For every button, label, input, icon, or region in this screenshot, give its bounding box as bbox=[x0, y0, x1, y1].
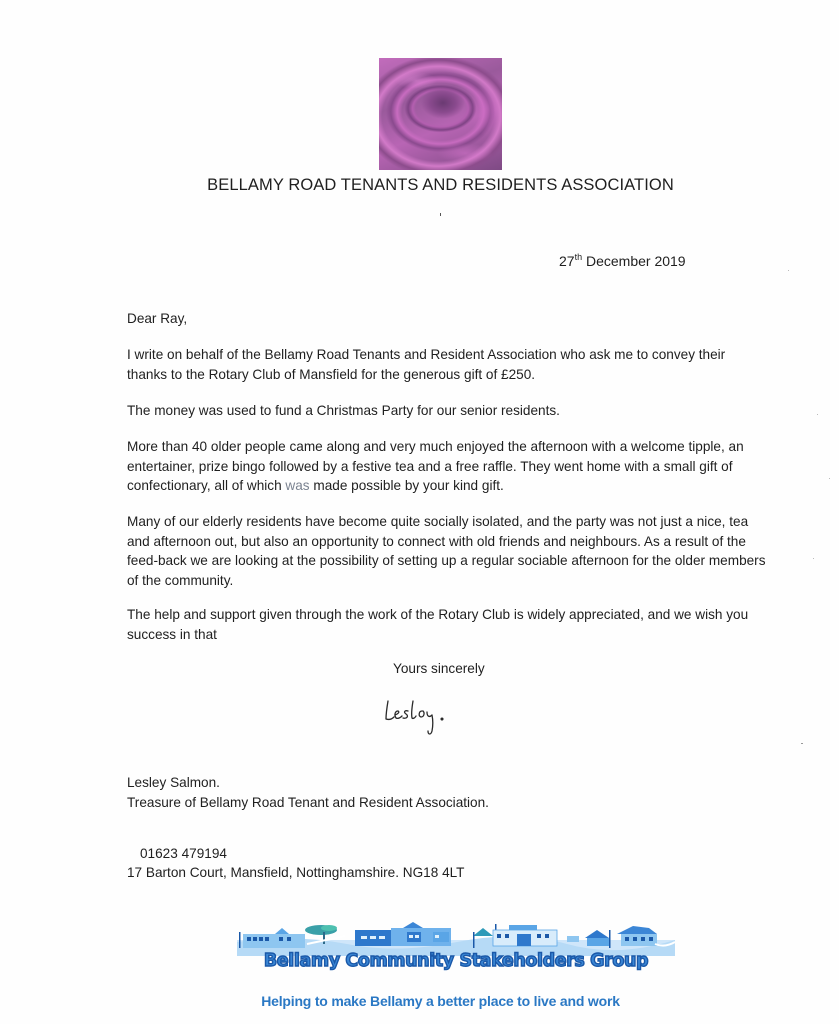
date-suffix: th bbox=[574, 252, 583, 262]
footer-tagline: Helping to make Bellamy a better place to live and work bbox=[261, 993, 620, 1009]
paragraph-party-details bbox=[127, 437, 767, 496]
banner-title: Bellamy Community Stakeholders Group bbox=[263, 951, 649, 971]
date-month-year: December 2019 bbox=[582, 253, 686, 269]
paragraph-thanks bbox=[127, 345, 767, 384]
scan-speck bbox=[813, 558, 814, 559]
scan-speck bbox=[829, 478, 830, 479]
signer-name: Lesley Salmon. bbox=[127, 775, 220, 790]
paragraph-text bbox=[127, 437, 767, 496]
greeting: Dear Ray, bbox=[127, 311, 188, 326]
paragraph-use-of-funds bbox=[127, 401, 767, 421]
scan-speck bbox=[817, 414, 818, 415]
scan-speck bbox=[801, 743, 803, 744]
signer-role: Treasure of Bellamy Road Tenant and Resident Association. bbox=[127, 794, 489, 810]
handwritten-signature bbox=[380, 693, 470, 741]
rose-logo-sheen bbox=[379, 58, 502, 170]
signer-block bbox=[127, 773, 489, 812]
signature-icon bbox=[380, 693, 470, 741]
contact-address: 17 Barton Court, Mansfield, Nottinghamshire. NG18 4LT bbox=[127, 865, 465, 880]
paragraph-text-faded: was bbox=[285, 478, 310, 493]
community-group-banner bbox=[237, 922, 675, 972]
paragraph-text-after: made possible by your kind gift. bbox=[309, 478, 504, 493]
organization-heading: BELLAMY ROAD TENANTS AND RESIDENTS ASSOCIATION bbox=[207, 176, 674, 194]
scan-speck bbox=[440, 213, 441, 216]
scan-speck bbox=[788, 270, 789, 271]
paragraph-appreciation bbox=[127, 605, 767, 644]
paragraph-isolation bbox=[127, 512, 767, 590]
paragraph-text-before: More than 40 older people came along and very much enjoyed the afternoon with a welcome tipple, an entertainer, prize bingo followed by a festive tea and a free raffle. They went home with a small gift of confectionary, all of which bbox=[127, 439, 744, 493]
rose-logo-icon bbox=[379, 58, 502, 170]
letter-date bbox=[559, 253, 686, 269]
paragraph-text: Many of our elderly residents have become quite socially isolated, and the party was not just a nice, tea and afternoon out, but also an opportunity to connect with old friends and neighbours. As a result of the feed-back we are looking at the possibility of setting up a regular sociable afternoon for the older members of the community. bbox=[127, 514, 766, 588]
date-day: 27 bbox=[559, 253, 575, 269]
paragraph-text: The money was used to fund a Christmas Party for our senior residents. bbox=[127, 403, 560, 418]
paragraph-text: The help and support given through the work of the Rotary Club is widely appreciated, and we wish you success in that bbox=[127, 607, 749, 642]
contact-phone: 01623 479194 bbox=[140, 846, 227, 861]
closing: Yours sincerely bbox=[393, 661, 485, 676]
paragraph-text: I write on behalf of the Bellamy Road Tenants and Resident Association who ask me to convey their thanks to the Rotary Club of Mansfield for the generous gift of £250. bbox=[127, 347, 726, 382]
